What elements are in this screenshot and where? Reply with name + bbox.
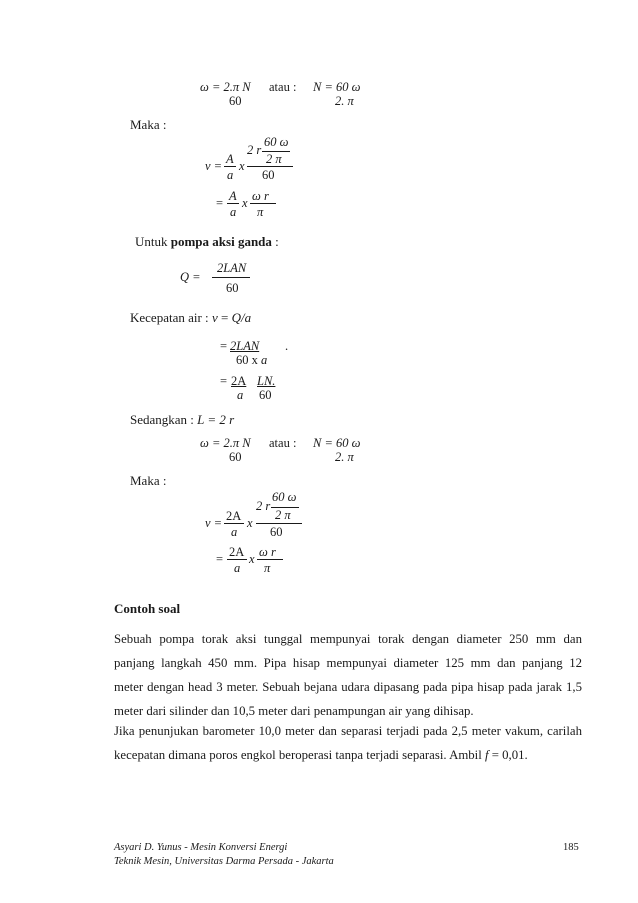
sixty-den: 60 xyxy=(262,168,275,182)
v-symbol: v xyxy=(211,310,218,325)
step1-den xyxy=(236,353,267,368)
q-den: 60 xyxy=(226,281,239,295)
water-velocity-line xyxy=(130,310,251,326)
two-a-den: a xyxy=(231,525,238,539)
kecepatan-label: Kecepatan air : xyxy=(130,310,212,325)
times-sign-4: x xyxy=(249,552,255,566)
f-symbol: f xyxy=(484,748,489,762)
a-den-2: a xyxy=(230,205,237,219)
pi-den-2: π xyxy=(264,561,271,575)
omega-r: ω r xyxy=(252,189,269,203)
a-den: a xyxy=(227,168,234,182)
a-fraction-line-2 xyxy=(227,203,239,204)
pi-den: π xyxy=(257,205,264,219)
n-rhs-den-2: 2. π xyxy=(335,450,354,464)
l-equals-2r: L = 2 r xyxy=(197,412,235,427)
q-over-a: Q/a xyxy=(231,310,252,325)
omega-r-2: ω r xyxy=(259,545,276,559)
omega-lhs-2: ω = 2.π N xyxy=(200,436,251,450)
times-sign: x xyxy=(239,159,245,173)
step1-dot: . xyxy=(285,339,289,353)
eq-symbol: = xyxy=(217,310,232,325)
times-sign-2: x xyxy=(242,196,248,210)
v-lhs: v = xyxy=(205,159,223,173)
equals-sign-2: = xyxy=(216,552,224,566)
paragraph-line-3: meter dengan head 3 meter. Sebuah bejana udara dipasang pada pipa hisap pada jarak 1,5 xyxy=(114,680,582,694)
double-acting-heading xyxy=(135,234,279,250)
example-heading: Contoh soal xyxy=(114,601,181,616)
pompa-aksi-ganda: pompa aksi ganda xyxy=(170,234,272,249)
sedangkan-label: Sedangkan : xyxy=(130,412,198,427)
omega-lhs: ω = 2.π N xyxy=(200,80,251,94)
sedangkan-line xyxy=(130,412,234,428)
two-a-num-2: 2A xyxy=(229,545,245,559)
step2-num-ln: LN. xyxy=(257,374,276,388)
n-rhs: N = 60 ω xyxy=(313,80,361,94)
atau-label-2: atau : xyxy=(269,436,297,450)
paragraph-line-2: panjang langkah 450 mm. Pipa hisap mempunyai diameter 125 mm dan panjang 12 xyxy=(114,656,582,670)
n-rhs-den: 2. π xyxy=(335,94,354,108)
equals-step-2: = xyxy=(220,374,228,388)
wr-fraction-line-2 xyxy=(257,559,283,560)
a-num: A xyxy=(226,152,234,166)
two-a-num: 2A xyxy=(226,509,242,523)
maka-label-1: Maka : xyxy=(130,117,167,132)
paragraph-line-6 xyxy=(114,748,582,763)
page-number: 185 xyxy=(563,842,579,853)
paragraph-line-6-text: kecepatan dimana poros engkol beroperasi tanpa terjadi separasi. Ambil xyxy=(114,748,485,762)
sixty-den-2: 60 xyxy=(270,525,283,539)
untuk-prefix: Untuk xyxy=(135,234,171,249)
main-fraction-line-2 xyxy=(256,523,302,524)
paragraph-line-1: Sebuah pompa torak aksi tunggal mempunyai torak dengan diameter 250 mm dan xyxy=(114,632,582,646)
two-a-fraction-line xyxy=(224,523,244,524)
f-value: = 0,01. xyxy=(488,748,528,762)
equals-sign: = xyxy=(216,196,224,210)
two-r: 2 r xyxy=(247,143,262,157)
paragraph-line-5: Jika penunjukan barometer 10,0 meter dan separasi terjadi pada 2,5 meter vakum, carilah xyxy=(114,724,582,738)
two-a-den-2: a xyxy=(234,561,241,575)
step2-num-2a: 2A xyxy=(231,374,247,388)
maka-label-2: Maka : xyxy=(130,473,167,488)
omega-den: 60 xyxy=(229,94,242,108)
q-lhs: Q = xyxy=(180,270,201,284)
equals-step-1: = xyxy=(220,339,228,353)
step2-den-60: 60 xyxy=(259,388,272,402)
times-sign-3: x xyxy=(247,516,253,530)
v-lhs-2: v = xyxy=(205,516,223,530)
two-r-2: 2 r xyxy=(256,499,271,513)
frac-top-2: 60 ω xyxy=(272,490,297,504)
two-pi: 2 π xyxy=(266,152,282,166)
step1-den-a: a xyxy=(261,353,268,367)
a-num-2: A xyxy=(229,189,237,203)
footer-author: Asyari D. Yunus - Mesin Konversi Energi xyxy=(114,842,288,853)
footer-institution: Teknik Mesin, Universitas Darma Persada - Jakarta xyxy=(114,856,334,867)
n-rhs-2: N = 60 ω xyxy=(313,436,361,450)
q-num: 2LAN xyxy=(217,261,247,275)
q-fraction-line xyxy=(212,277,250,278)
untuk-suffix: : xyxy=(271,234,279,249)
step1-den-60x: 60 x xyxy=(236,353,261,367)
step2-den-a: a xyxy=(237,388,244,402)
two-pi-2: 2 π xyxy=(275,508,291,522)
frac-top: 60 ω xyxy=(264,135,289,149)
wr-fraction-line xyxy=(250,203,276,204)
atau-label: atau : xyxy=(269,80,297,94)
paragraph-line-4: meter dari silinder dan 10,5 meter dari penampungan air yang dihisap. xyxy=(114,704,474,718)
step1-num: 2LAN xyxy=(230,339,260,353)
omega-den-2: 60 xyxy=(229,450,242,464)
two-a-fraction-line-2 xyxy=(227,559,247,560)
a-fraction-line xyxy=(224,166,236,167)
main-fraction-line xyxy=(247,166,293,167)
